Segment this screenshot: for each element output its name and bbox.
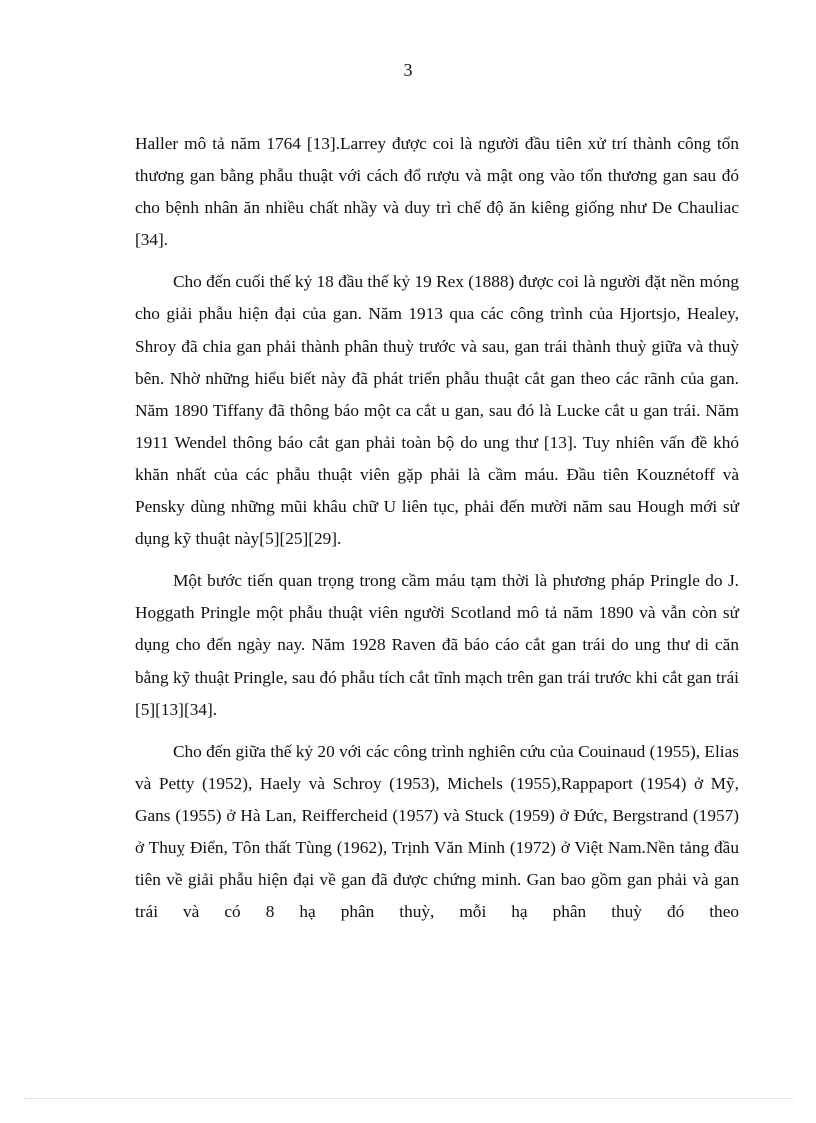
page-bottom-divider: [24, 1098, 794, 1099]
paragraph-1: Haller mô tả năm 1764 [13].Larrey được coi là người đầu tiên xử trí thành công tổn thương gan bằng phẫu thuật với cách đổ rượu và mật ong vào tổn thương gan sau đó cho bệnh nhân ăn nhiều chất nhầy và duy trì chế độ ăn kiêng giống như De Chauliac [34].: [135, 134, 739, 250]
paragraph-4: Cho đến giữa thế kỷ 20 với các công trình nghiên cứu của Couinaud (1955), Elias và Petty (1952), Haely và Schroy (1953), Michels (1955),Rappaport (1954) ở Mỹ, Gans (1955) ở Hà Lan, Reiffercheid (1957) và Stuck (1959) ở Đức, Bergstrand (1957) ở Thuỵ Điển, Tôn thất Tùng (1962), Trịnh Văn Minh (1972) ở Việt Nam.Nền tảng đầu tiên về giải phẫu hiện đại về gan đã được chứng minh. Gan bao gồm gan phải và gan trái và có 8 hạ phân thuỳ, mỗi hạ phân thuỳ đó theo: [135, 741, 739, 922]
page-number: 3: [403, 60, 413, 80]
paragraph-2: Cho đến cuối thế kỷ 18 đầu thế kỷ 19 Rex (1888) được coi là người đặt nền móng cho giải phẫu hiện đại của gan. Năm 1913 qua các công trình của Hjortsjo, Healey, Shroy đã chia gan phải thành phân thuỳ trước và sau, gan trái thành thuỳ giữa và thuỳ bên. Nhờ những hiểu biết này đã phát triển phẫu thuật cắt gan theo các rãnh của gan. Năm 1890 Tiffany đã thông báo một ca cắt u gan, sau đó là Lucke cắt u gan trái. Năm 1911 Wendel thông báo cắt gan phải toàn bộ do ung thư [13]. Tuy nhiên vấn đề khó khăn nhất của các phẫu thuật viên gặp phải là cầm máu. Đầu tiên Kouznétoff và Pensky dùng những mũi khâu chữ U liên tục, phải đến mười năm sau Hough mới sử dụng kỹ thuật này[5][25][29].: [135, 272, 739, 549]
body-text: [135, 128, 739, 928]
paragraph-3: Một bước tiến quan trọng trong cầm máu tạm thời là phương pháp Pringle do J. Hoggath Pringle một phẫu thuật viên người Scotland mô tả năm 1890 và vẫn còn sử dụng cho đến ngày nay. Năm 1928 Raven đã báo cáo cắt gan trái do ung thư di căn bằng kỹ thuật Pringle, sau đó phẫu tích cắt tĩnh mạch trên gan trái trước khi cắt gan trái [5][13][34].: [135, 571, 739, 719]
